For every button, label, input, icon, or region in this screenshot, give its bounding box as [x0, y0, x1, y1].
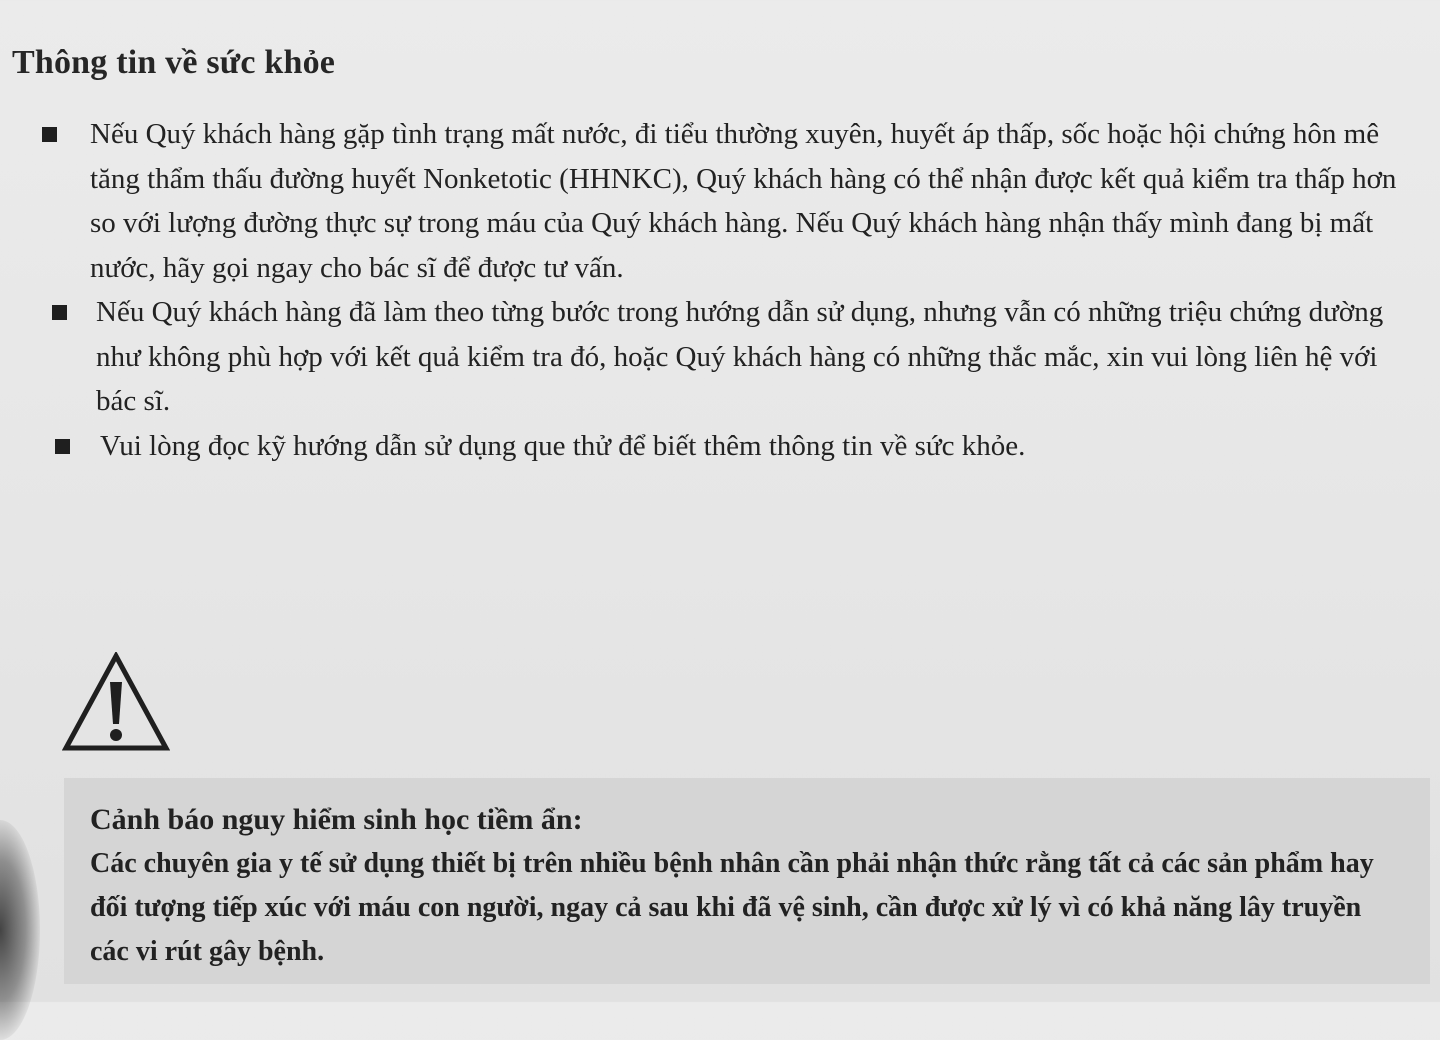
list-item [40, 424, 1415, 469]
warning-text: Các chuyên gia y tế sử dụng thiết bị trên nhiều bệnh nhân cần phải nhận thức rằng tất cả các sản phẩm hay đối tượng tiếp xúc với máu con người, ngay cả sau khi đã vệ sinh, cần được xử lý vì có khả năng lây truyền các vi rút gây bệnh. [90, 848, 1374, 967]
list-item-text: Vui lòng đọc kỹ hướng dẫn sử dụng que thử để biết thêm thông tin về sức khỏe. [100, 429, 1026, 462]
biohazard-warning-box [64, 778, 1430, 984]
square-bullet-icon [55, 439, 70, 454]
thumb-shadow [0, 820, 40, 1040]
square-bullet-icon [52, 305, 67, 320]
warning-triangle-icon [62, 652, 170, 754]
list-item-text: Nếu Quý khách hàng đã làm theo từng bước trong hướng dẫn sử dụng, nhưng vẫn có những triệu chứng dường như không phù hợp với kết quả kiểm tra đó, hoặc Quý khách hàng có những thắc mắc, xin vui lòng liên hệ với bác sĩ. [96, 296, 1384, 417]
warning-title: Cảnh báo nguy hiểm sinh học tiềm ẩn: [90, 803, 583, 836]
list-item [40, 112, 1415, 290]
section-title: Thông tin về sức khỏe [12, 44, 336, 81]
list-item-text: Nếu Quý khách hàng gặp tình trạng mất nước, đi tiểu thường xuyên, huyết áp thấp, sốc hoặc hội chứng hôn mê tăng thẩm thấu đường huyết Nonketotic (HHNKC), Quý khách hàng có thể nhận được kết quả kiểm tra thấp hơn so với lượng đường thực sự trong máu của Quý khách hàng. Nếu Quý khách hàng nhận thấy mình đang bị mất nước, hãy gọi ngay cho bác sĩ để được tư vấn. [90, 118, 1397, 284]
health-info-list [40, 112, 1415, 468]
square-bullet-icon [42, 127, 57, 142]
list-item [40, 290, 1415, 424]
